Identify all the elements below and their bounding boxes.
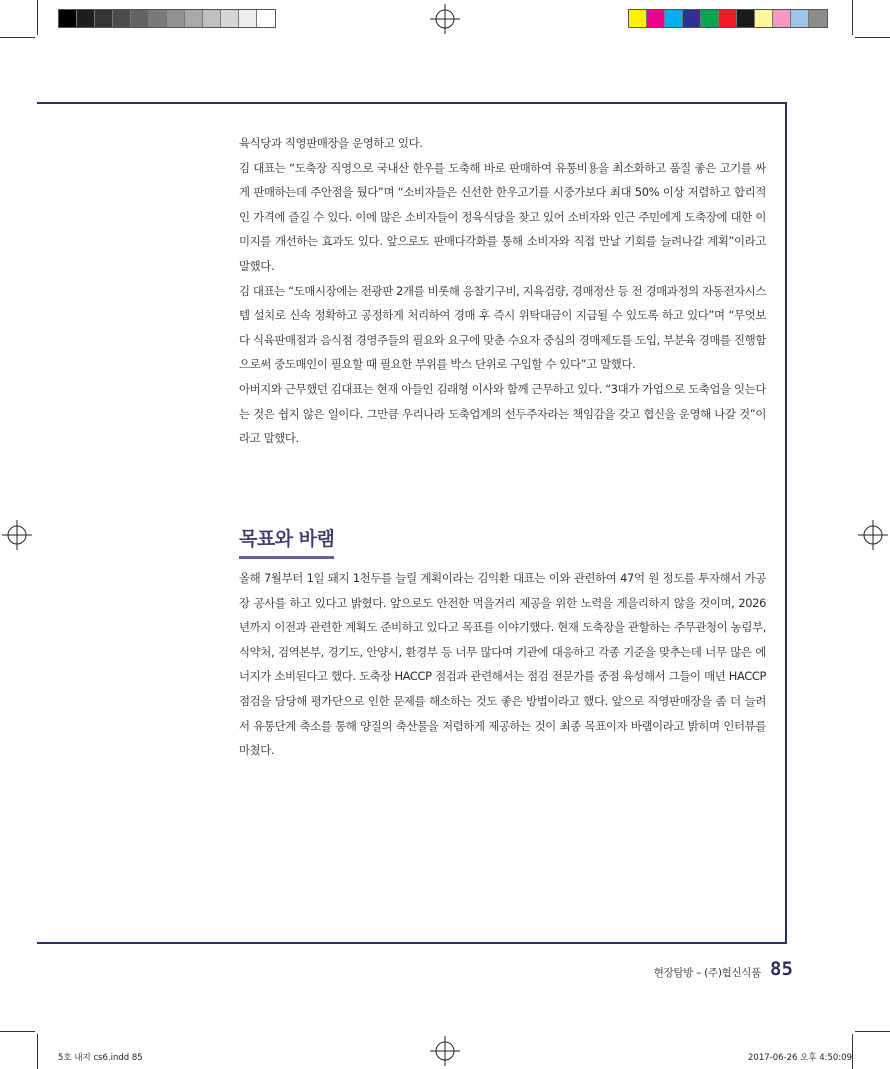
- crop-mark: [0, 37, 35, 38]
- frame-right-rule: [785, 102, 787, 944]
- color-swatch: [257, 10, 275, 27]
- crop-mark: [855, 1031, 890, 1032]
- color-swatch: [113, 10, 131, 27]
- color-swatch: [95, 10, 113, 27]
- paragraph: 김 대표는 “도축장 직영으로 국내산 한우를 도축해 바로 판매하여 유통비용을 최소화하고 품질 좋은 고기를 싸게 판매하는데 주안점을 뒀다”며 “소비자들은 신선한 한우고기를 시중가보다 최대 50% 이상 저렴하고 합리적인 가격에 즐길 수 있다. 이에 많은 소비자들이 정육식당을 찾고 있어 소비자와 인근 주민에게 도축장에 대한 이미지를 개선하는 효과도 있다. 앞으로도 판매다각화를 통해 소비자와 직접 만날 기회를 늘려나갈 계획”이라고 말했다.: [239, 160, 766, 273]
- color-swatch: [185, 10, 203, 27]
- color-swatch: [629, 10, 647, 27]
- color-swatch: [791, 10, 809, 27]
- crop-mark: [37, 0, 38, 35]
- registration-mark-icon: [858, 520, 888, 550]
- slug-timestamp: 2017-06-26 오후 4:50:09: [748, 1053, 852, 1063]
- color-swatch: [809, 10, 827, 27]
- color-swatch: [683, 10, 701, 27]
- article-body-bottom: [239, 566, 766, 763]
- crop-mark: [37, 1034, 38, 1069]
- color-swatch: [737, 10, 755, 27]
- color-swatch: [149, 10, 167, 27]
- article-body-top: [239, 131, 766, 451]
- frame-bottom-rule: [37, 942, 787, 944]
- color-swatch: [647, 10, 665, 27]
- grayscale-color-bar: [58, 9, 276, 28]
- running-title: 현장탐방 – (주)협신식품: [653, 967, 761, 979]
- color-swatch: [665, 10, 683, 27]
- registration-mark-icon: [2, 520, 32, 550]
- section-heading: 목표와 바램: [239, 524, 334, 559]
- slug-file-name: 5호 내지 cs6.indd 85: [58, 1053, 143, 1063]
- color-swatch: [77, 10, 95, 27]
- color-swatch: [203, 10, 221, 27]
- color-swatch: [239, 10, 257, 27]
- paragraph: 아버지와 근무했던 김대표는 현재 아들인 김래형 이사와 함께 근무하고 있다. “3대가 가업으로 도축업을 잇는다는 것은 쉽지 않은 일이다. 그만큼 우리나라 도축업계의 선두주자라는 책임감을 갖고 협신을 운영해 나갈 것”이라고 말했다.: [239, 381, 766, 446]
- color-swatch: [221, 10, 239, 27]
- crop-mark: [0, 1031, 35, 1032]
- paragraph: 육식당과 직영판매장을 운영하고 있다.: [239, 136, 423, 150]
- crop-mark: [855, 37, 890, 38]
- color-swatch: [167, 10, 185, 27]
- color-swatch: [719, 10, 737, 27]
- paragraph: 김 대표는 “도매시장에는 전광판 2개를 비롯해 응찰기구비, 지육검량, 경매정산 등 전 경매과정의 자동전자시스템 설치로 신속 정확하고 공정하게 처리하여 경매 후 즉시 위탁대금이 지급될 수 있도록 하고 있다”며 “무엇보다 식육판매점과 음식점 경영주들의 필요와 요구에 맞춘 수요자 중심의 경매제도를 도입, 부분육 경매를 진행함으로써 중도매인이 필요할 때 필요한 부위를 박스 단위로 구입할 수 있다”고 말했다.: [239, 283, 766, 372]
- page-number: 85: [770, 958, 793, 980]
- crop-mark: [852, 1034, 853, 1069]
- registration-mark-icon: [430, 4, 460, 34]
- process-color-bar: [628, 9, 828, 28]
- color-swatch: [131, 10, 149, 27]
- color-swatch: [59, 10, 77, 27]
- paragraph: 올해 7월부터 1일 돼지 1천두를 늘릴 계획이라는 김익환 대표는 이와 관련하여 47억 원 정도를 투자해서 가공장 공사를 하고 있다고 밝혔다. 앞으로도 안전한 먹을거리 제공을 위한 노력을 게을리하지 않을 것이며, 2026년까지 이전과 관련한 계획도 준비하고 있다고 목표를 이야기했다. 현재 도축장을 관할하는 주무관청이 농림부, 식약처, 검역본부, 경기도, 안양시, 환경부 등 너무 많다며 기관에 대응하고 각종 기준을 맞추는데 너무 많은 에너지가 소비된다고 했다. 도축장 HACCP 점검과 관련해서는 점검 전문가를 중점 육성해서 그들이 매년 HACCP 점검을 담당해 평가단으로 인한 문제를 해소하는 것도 좋은 방법이라고 했다. 앞으로 직영판매장을 좀 더 늘려서 유통단계 축소를 통해 양질의 축산물을 저렴하게 제공하는 것이 최종 목표이자 바램이라고 밝히며 인터뷰를 마쳤다.: [239, 571, 766, 758]
- color-swatch: [755, 10, 773, 27]
- color-swatch: [773, 10, 791, 27]
- registration-mark-icon: [430, 1036, 460, 1066]
- frame-top-rule: [37, 102, 787, 104]
- color-swatch: [701, 10, 719, 27]
- crop-mark: [852, 0, 853, 35]
